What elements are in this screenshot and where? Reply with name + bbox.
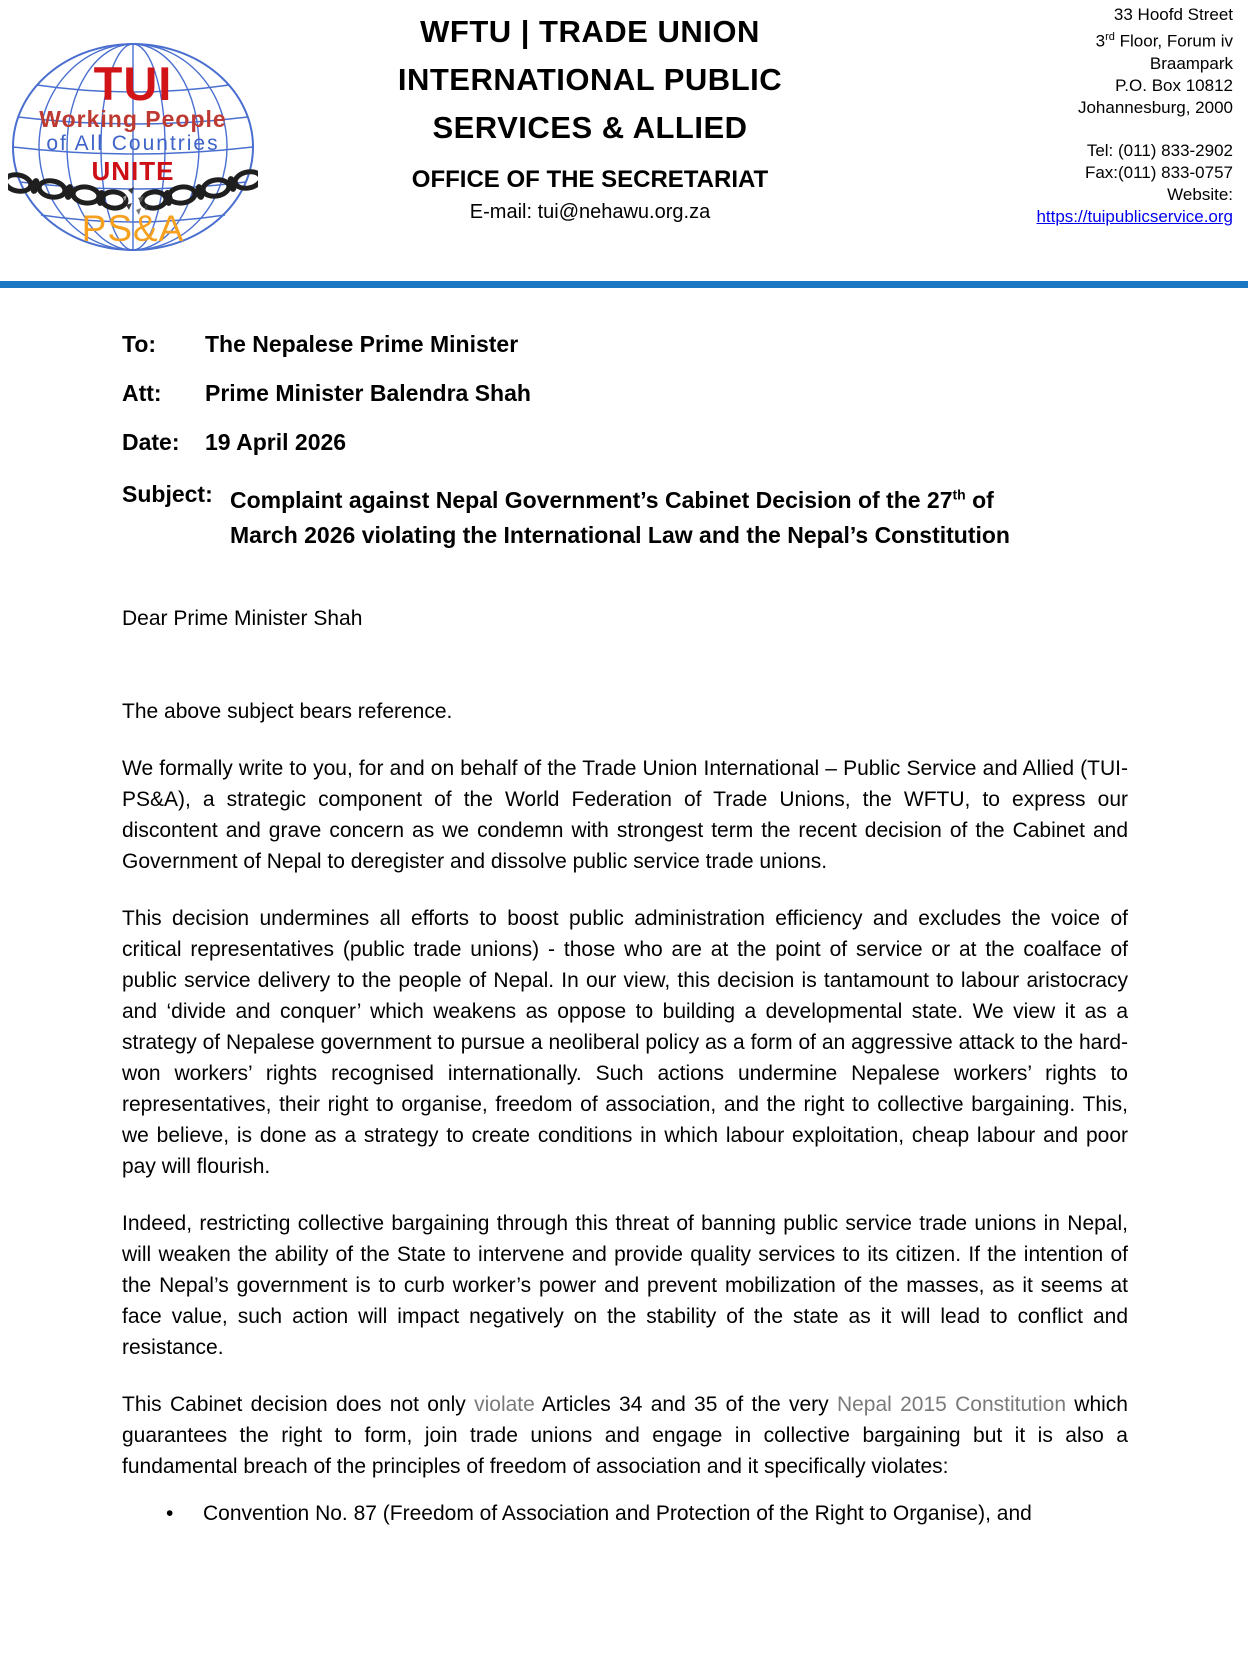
website-label: Website:	[1167, 184, 1233, 204]
violations-list	[122, 1498, 1128, 1529]
att-row	[122, 379, 1128, 407]
subject-content	[230, 477, 1128, 553]
logo-unite-text: UNITE	[91, 156, 175, 186]
list-item-convention-87: • Convention No. 87 (Freedom of Association and Protection of the Right to Organise), and	[203, 1498, 1128, 1529]
address-line-floor: 3rd Floor, Forum iv	[1095, 31, 1233, 51]
address-line-suburb: Braampark	[1149, 53, 1233, 73]
org-title-line-2: INTERNATIONAL PUBLIC	[397, 62, 783, 97]
org-title-line-1: WFTU | TRADE UNION	[420, 14, 760, 49]
date-value: 19 April 2026	[205, 429, 347, 455]
address-block	[1036, 4, 1233, 228]
bullet-icon: •	[166, 1501, 174, 1525]
org-title-line-3: SERVICES & ALLIED	[432, 110, 748, 145]
subject-label: Subject:	[122, 481, 213, 507]
logo-psa-text: PS&A	[81, 208, 185, 249]
att-label: Att:	[122, 380, 162, 406]
org-title-block	[310, 8, 870, 224]
reference-line: The above subject bears reference.	[122, 699, 453, 723]
salutation: Dear Prime Minister Shah	[122, 606, 363, 630]
subject-line-1: Complaint against Nepal Government’s Cabinet Decision of the 27th of	[230, 486, 994, 513]
subject-line-2: March 2026 violating the International Law and the Nepal’s Constitution	[230, 521, 1010, 548]
letter-body	[122, 330, 1128, 1529]
to-value: The Nepalese Prime Minister	[205, 331, 519, 357]
tel-line: Tel: (011) 833-2902	[1086, 140, 1233, 160]
address-line-street: 33 Hoofd Street	[1113, 5, 1233, 24]
paragraph-decision-undermines: This decision undermines all efforts to boost public administration efficiency and excludes the voice of critical representatives (public trade unions) - those who are at the point of service or at the coalface of public service delivery to the people of Nepal. In our view, this decision is tantamount to labour aristocracy and ‘divide and conquer’ which weakens as oppose to building a developmental state. We view it as a strategy of Nepalese government to pursue a neoliberal policy as a form of an aggressive attack to the hard-won workers’ rights recognised internationally. Such actions undermine Nepalese workers’ rights to representatives, their right to organise, freedom of association, and the right to collective bargaining. This, we believe, is done as a strategy to create conditions in which labour exploitation, cheap labour and poor pay will flourish.	[122, 906, 1128, 1178]
paragraph-restricting-bargaining: Indeed, restricting collective bargaining through this threat of banning public service trade unions in Nepal, will weaken the ability of the State to intervene and provide quality services to its citizen. If the intention of the Nepal’s government is to curb worker’s power and prevent mobilization of the masses, as it seems at face value, such action will impact negatively on the stability of the state as it will lead to conflict and resistance.	[122, 1211, 1128, 1359]
logo-working-people-text: Working People	[39, 106, 227, 132]
logo-tui-text: TUI	[93, 57, 173, 110]
to-row	[122, 330, 1128, 358]
email-line: E-mail: tui@nehawu.org.za	[469, 201, 711, 223]
letterhead	[0, 0, 1248, 281]
address-line-pobox: P.O. Box 10812	[1115, 75, 1233, 95]
highlighted-term-nepal-constitution: Nepal 2015 Constitution	[836, 1392, 1066, 1416]
tui-logo	[8, 40, 258, 258]
address-line-city: Johannesburg, 2000	[1077, 97, 1233, 117]
to-label: To:	[122, 331, 157, 357]
paragraph-cabinet-decision: This Cabinet decision does not only violate Articles 34 and 35 of the very Nepal 2015 Constitution which guarantees the right to form, join trade unions and engage in collective bargaining but it is also a fundamental breach of the principles of freedom of association and it specifically violates:	[122, 1392, 1128, 1478]
office-of-secretariat: OFFICE OF THE SECRETARIAT	[411, 166, 769, 193]
website-link[interactable]: https://tuipublicservice.org	[1036, 206, 1233, 226]
paragraph-formal-write: We formally write to you, for and on behalf of the Trade Union International – Public Service and Allied (TUI-PS&A), a strategic component of the World Federation of Trade Unions, the WFTU, to express our discontent and grave concern as we condemn with strongest term the recent decision of the Cabinet and Government of Nepal to deregister and dissolve public service trade unions.	[122, 756, 1128, 873]
date-label: Date:	[122, 429, 180, 455]
highlighted-term-violate: violate	[474, 1392, 535, 1416]
ordinal-superscript: rd	[1105, 31, 1115, 43]
att-value: Prime Minister Balendra Shah	[205, 380, 531, 406]
date-row	[122, 428, 1128, 456]
header-divider-rule	[0, 281, 1248, 288]
ordinal-superscript: th	[952, 486, 966, 502]
fax-line: Fax:(011) 833-0757	[1084, 162, 1233, 182]
logo-of-all-countries-text: of All Countries	[46, 132, 220, 155]
subject-row	[122, 477, 1128, 553]
